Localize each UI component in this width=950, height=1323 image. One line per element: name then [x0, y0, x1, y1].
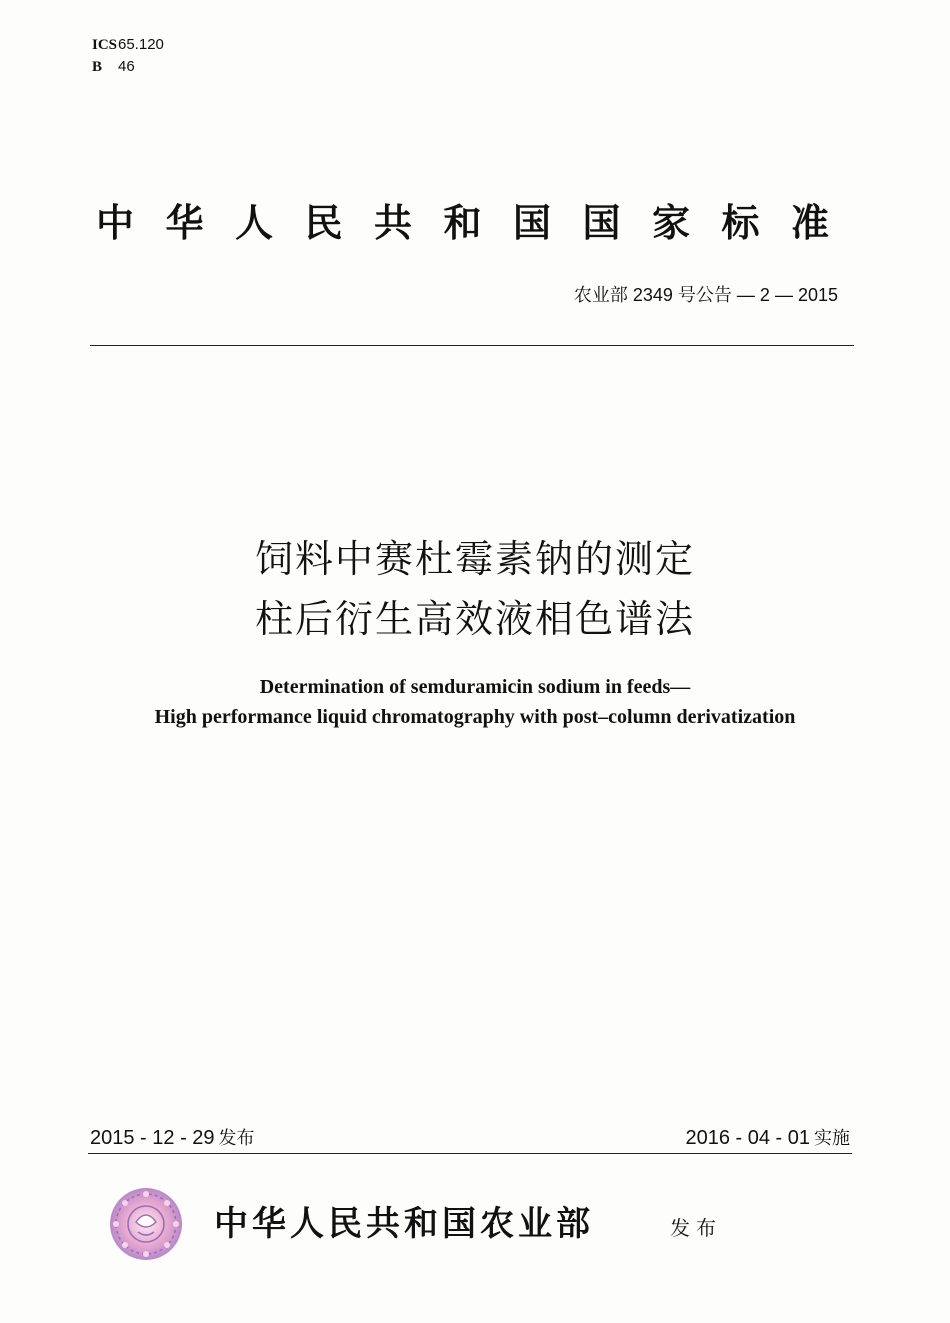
national-standard-heading: 中华人民共和国国家标准: [96, 201, 861, 245]
publisher-name: 中华人民共和国农业部: [214, 1204, 594, 1244]
ics-value: 65.120: [118, 36, 164, 53]
implement-date-block: [685, 1124, 850, 1150]
title-cn-line1: 饲料中赛杜霉素钠的测定: [254, 537, 695, 581]
bottom-divider: [88, 1153, 852, 1154]
implement-label: 实施: [814, 1128, 850, 1149]
publish-label: 发布: [670, 1216, 722, 1240]
top-divider: [90, 345, 854, 346]
title-cn-line2: 柱后衍生高效液相色谱法: [254, 597, 695, 641]
classification-codes: [92, 34, 164, 78]
ics-label: ICS: [92, 37, 118, 53]
ccs-code: [92, 56, 164, 78]
title-en-line1: Determination of semduramicin sodium in feeds—: [259, 676, 691, 698]
implement-date: 2016 - 04 - 01: [685, 1127, 810, 1149]
issue-date: 2015 - 12 - 29: [90, 1127, 215, 1149]
ccs-label: B: [92, 59, 103, 75]
issue-date-block: [90, 1124, 255, 1150]
standard-number: 农业部 2349 号公告 — 2 — 2015: [573, 285, 838, 305]
ministry-emblem-icon: [108, 1186, 184, 1262]
ccs-value: 46: [118, 58, 135, 75]
ics-code: [92, 34, 164, 56]
issue-label: 发布: [218, 1128, 255, 1149]
title-en-line2: High performance liquid chromatography with post–column derivatization: [154, 706, 796, 728]
